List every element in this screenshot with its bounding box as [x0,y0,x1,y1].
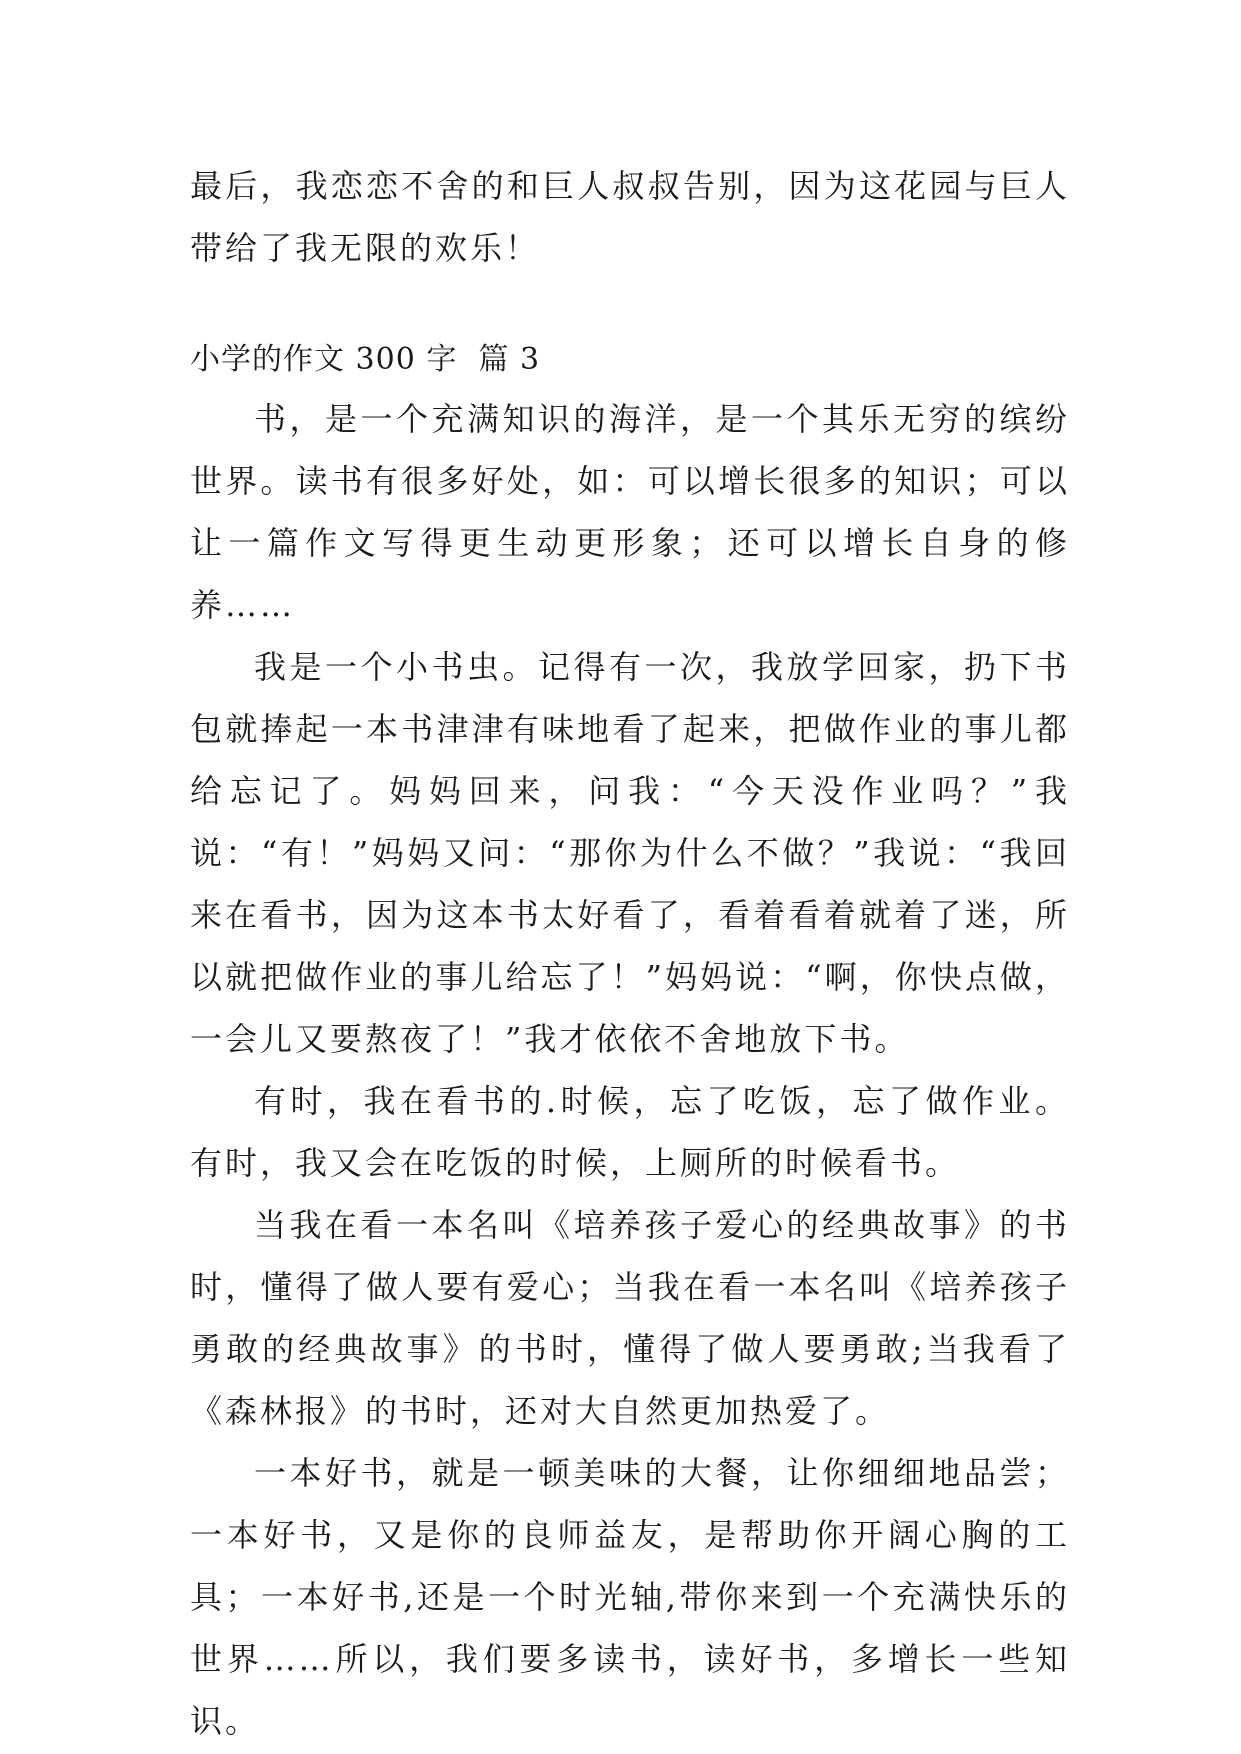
essay-paragraph-1: 书，是一个充满知识的海洋，是一个其乐无穷的缤纷世界。读书有很多好处，如：可以增长很多的知识；可以让一篇作文写得更生动更形象；还可以增长自身的修养…… [190,400,1070,624]
intro-paragraph: 最后，我恋恋不舍的和巨人叔叔告别，因为这花园与巨人带给了我无限的欢乐！ [190,167,1070,267]
section-heading: 小学的作文 300 字 篇 3 [190,342,541,377]
essay-paragraph-4: 当我在看一本名叫《培养孩子爱心的经典故事》的书时，懂得了做人要有爱心；当我在看一本名叫《培养孩子勇敢的经典故事》的书时，懂得了做人要勇敢;当我看了《森林报》的书时，还对大自然更加热爱了。 [190,1206,1070,1430]
essay-paragraph-2: 我是一个小书虫。记得有一次，我放学回家，扔下书包就捧起一本书津津有味地看了起来，把做作业的事儿都给忘记了。妈妈回来，问我：“今天没作业吗？”我说：“有！”妈妈又问：“那你为什么不做？”我说：“我回来在看书，因为这本书太好看了，看着看着就着了迷，所以就把做作业的事儿给忘了！”妈妈说：“啊，你快点做，一会儿又要熬夜了！”我才依依不舍地放下书。 [190,648,1070,1058]
essay-body [190,388,1070,1752]
essay-paragraph-5: 一本好书，就是一顿美味的大餐，让你细细地品尝；一本好书，又是你的良师益友，是帮助你开阔心胸的工具；一本好书,还是一个时光轴,带你来到一个充满快乐的世界……所以，我们要多读书，读好书，多增长一些知识。 [190,1454,1070,1740]
essay-paragraph-3: 有时，我在看书的.时候，忘了吃饭，忘了做作业。有时，我又会在吃饭的时候，上厕所的时候看书。 [190,1082,1070,1182]
